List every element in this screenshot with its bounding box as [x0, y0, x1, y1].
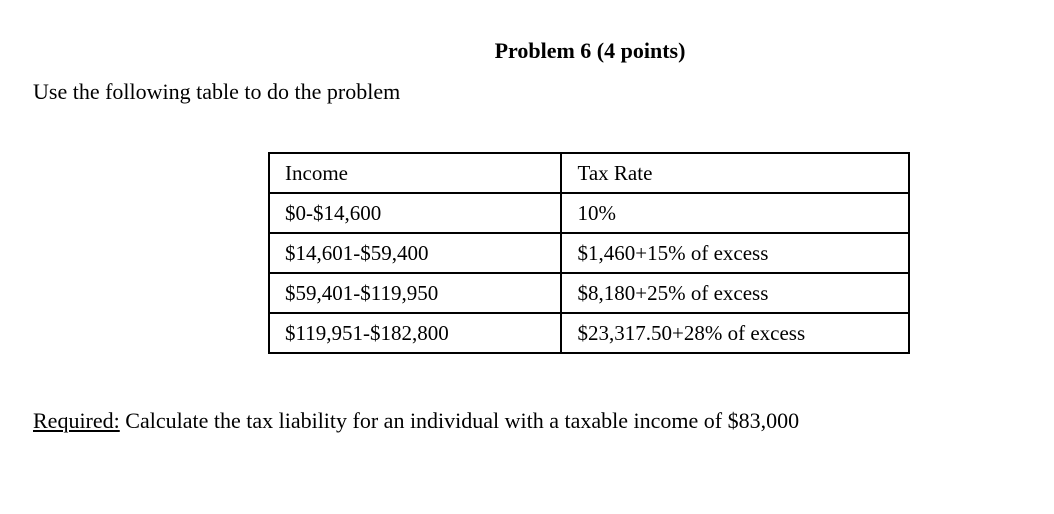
- required-statement: [33, 408, 799, 434]
- tax-rate-table: [268, 152, 910, 354]
- tax-rate-cell: $23,317.50+28% of excess: [561, 313, 909, 353]
- tax-rate-cell: $8,180+25% of excess: [561, 273, 909, 313]
- income-cell: $14,601-$59,400: [269, 233, 561, 273]
- problem-heading: Problem 6 (4 points): [494, 38, 686, 63]
- intro-text: Use the following table to do the problem: [33, 79, 401, 104]
- table-header-row: [269, 153, 909, 193]
- income-cell: $59,401-$119,950: [269, 273, 561, 313]
- required-label: Required:: [33, 408, 120, 433]
- table-row: [269, 193, 909, 233]
- income-cell: $0-$14,600: [269, 193, 561, 233]
- table-row: [269, 273, 909, 313]
- table-row: [269, 313, 909, 353]
- tax-rate-cell: 10%: [561, 193, 909, 233]
- table-row: [269, 233, 909, 273]
- header-income: Income: [269, 153, 561, 193]
- header-tax-rate: Tax Rate: [561, 153, 909, 193]
- required-text: Calculate the tax liability for an individual with a taxable income of $83,000: [125, 408, 800, 433]
- tax-rate-cell: $1,460+15% of excess: [561, 233, 909, 273]
- income-cell: $119,951-$182,800: [269, 313, 561, 353]
